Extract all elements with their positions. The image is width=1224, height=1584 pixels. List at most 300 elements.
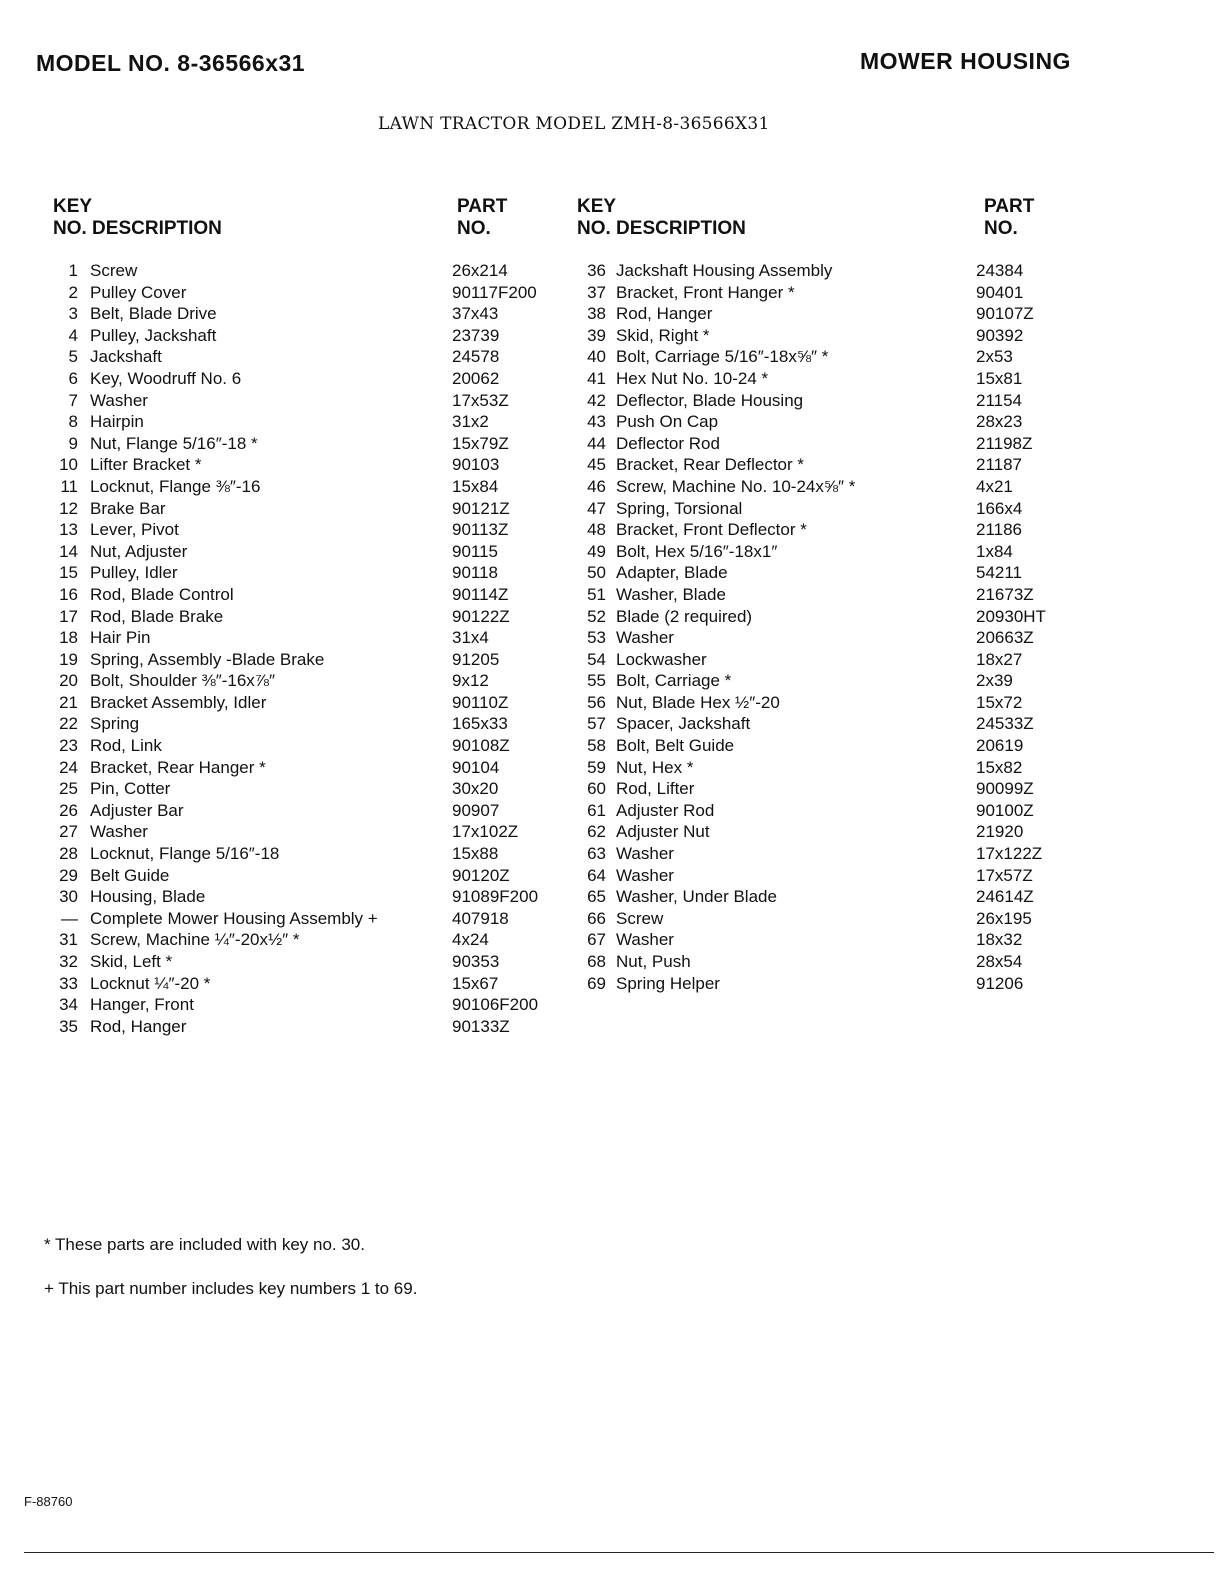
key-number: 59 xyxy=(587,757,606,777)
part-row xyxy=(578,346,1138,368)
part-number: 90108Z xyxy=(452,736,510,756)
part-number: 17x57Z xyxy=(976,865,1033,885)
part-number: 18x32 xyxy=(976,930,1023,950)
part-number: 90104 xyxy=(452,757,500,777)
key-number: 27 xyxy=(59,822,78,842)
part-description: Washer xyxy=(616,628,674,648)
part-number: 91206 xyxy=(976,973,1024,993)
part-number: 21673Z xyxy=(976,584,1034,604)
part-description: Screw xyxy=(90,261,138,280)
part-description: Hair Pin xyxy=(90,628,151,648)
parts-list-right xyxy=(578,260,1138,994)
part-row xyxy=(578,908,1138,930)
part-description: Pin, Cotter xyxy=(90,779,171,799)
part-number: 2x53 xyxy=(976,347,1013,367)
key-number: 15 xyxy=(59,563,78,583)
part-row xyxy=(578,260,1138,282)
part-number: 28x23 xyxy=(976,412,1023,432)
key-number: 61 xyxy=(587,800,606,820)
part-row xyxy=(0,735,600,757)
key-number: 67 xyxy=(587,930,606,950)
part-row xyxy=(578,627,1138,649)
part-description: Lever, Pivot xyxy=(90,520,179,540)
part-row xyxy=(0,498,600,520)
part-row xyxy=(578,649,1138,671)
key-number: 54 xyxy=(587,649,606,669)
part-number: 407918 xyxy=(452,908,509,928)
part-number: 90907 xyxy=(452,800,500,820)
key-number: 17 xyxy=(59,606,78,626)
part-number: 31x4 xyxy=(452,628,489,648)
part-row xyxy=(0,886,600,908)
key-number: 47 xyxy=(587,498,606,518)
part-row xyxy=(578,433,1138,455)
part-number: 15x79Z xyxy=(452,433,509,453)
part-row xyxy=(578,606,1138,628)
part-row xyxy=(0,973,600,995)
part-description: Belt, Blade Drive xyxy=(90,304,217,324)
key-number: 21 xyxy=(59,692,78,712)
part-number: 15x67 xyxy=(452,973,499,993)
part-row xyxy=(578,973,1138,995)
part-number: 166x4 xyxy=(976,498,1023,518)
form-number: F-88760 xyxy=(24,1494,73,1509)
part-number: 90113Z xyxy=(452,520,509,540)
part-number: 21187 xyxy=(976,455,1023,475)
part-row xyxy=(0,282,600,304)
part-number: 18x27 xyxy=(976,649,1023,669)
part-row xyxy=(0,929,600,951)
part-description: Adapter, Blade xyxy=(616,563,728,583)
part-header-line1: PART xyxy=(984,196,1035,217)
key-number: 39 xyxy=(587,325,606,345)
key-number: 40 xyxy=(587,347,606,367)
part-description: Locknut, Flange 5/16″-18 xyxy=(90,844,280,864)
key-number: 49 xyxy=(587,541,606,561)
part-row xyxy=(0,1016,600,1038)
part-row xyxy=(0,778,600,800)
part-header-line2: NO. xyxy=(984,218,1018,239)
part-number: 90103 xyxy=(452,455,500,475)
part-description: Complete Mower Housing Assembly + xyxy=(90,908,378,928)
part-row xyxy=(578,476,1138,498)
part-description: Washer xyxy=(90,822,148,842)
key-number: 34 xyxy=(59,995,78,1015)
key-number: 51 xyxy=(587,584,606,604)
key-number: 3 xyxy=(68,304,78,324)
part-description: Bolt, Hex 5/16″-18x1″ xyxy=(616,541,778,561)
part-number: 37x43 xyxy=(452,304,499,324)
key-number: 37 xyxy=(587,282,606,302)
document-subtitle: LAWN TRACTOR MODEL ZMH-8-36566X31 xyxy=(378,114,770,134)
key-number: 52 xyxy=(587,606,606,626)
part-description: Bracket Assembly, Idler xyxy=(90,692,267,712)
key-number: 35 xyxy=(59,1016,78,1036)
part-description: Locknut ¼″-20 * xyxy=(90,973,211,993)
part-number: 26x195 xyxy=(976,908,1032,928)
part-number: 24384 xyxy=(976,261,1024,280)
part-description: Bolt, Carriage * xyxy=(616,671,732,691)
part-description: Locknut, Flange ⅜″-16 xyxy=(90,476,261,496)
key-header-line1: KEY xyxy=(53,196,93,217)
part-number: 31x2 xyxy=(452,412,489,432)
part-description: Nut, Adjuster xyxy=(90,541,188,561)
part-row xyxy=(578,562,1138,584)
part-row xyxy=(578,282,1138,304)
key-number: 38 xyxy=(587,304,606,324)
part-number: 15x82 xyxy=(976,757,1023,777)
part-row xyxy=(0,303,600,325)
part-description: Key, Woodruff No. 6 xyxy=(90,368,242,388)
part-description: Lockwasher xyxy=(616,649,707,669)
key-number: 60 xyxy=(587,779,606,799)
part-row xyxy=(578,541,1138,563)
part-description: Washer xyxy=(90,390,148,410)
part-description: Washer, Blade xyxy=(616,584,726,604)
key-number: 62 xyxy=(587,822,606,842)
section-title: MOWER HOUSING xyxy=(860,48,1071,74)
part-number: 30x20 xyxy=(452,779,499,799)
key-number: 9 xyxy=(68,433,78,453)
parts-list-left xyxy=(0,260,600,1037)
part-number: 20663Z xyxy=(976,628,1034,648)
key-number: 29 xyxy=(59,865,78,885)
part-description: Skid, Right * xyxy=(616,325,710,345)
key-number: 55 xyxy=(587,671,606,691)
key-number: 44 xyxy=(587,433,606,453)
part-row xyxy=(0,821,600,843)
part-description: Bolt, Belt Guide xyxy=(616,736,735,756)
part-description: Washer, Under Blade xyxy=(616,887,777,907)
part-number: 15x72 xyxy=(976,692,1023,712)
part-number: 24614Z xyxy=(976,887,1034,907)
part-description: Housing, Blade xyxy=(90,887,206,907)
part-row xyxy=(578,800,1138,822)
part-description: Pulley, Jackshaft xyxy=(90,325,217,345)
right-part-number-header xyxy=(984,196,1034,240)
key-number: 1 xyxy=(68,261,78,280)
part-row xyxy=(578,692,1138,714)
part-description: Adjuster Bar xyxy=(90,800,184,820)
part-row xyxy=(578,411,1138,433)
part-description: Adjuster Nut xyxy=(616,822,710,842)
key-number: 12 xyxy=(59,498,78,518)
part-number: 21198Z xyxy=(976,433,1033,453)
part-description: Brake Bar xyxy=(90,498,166,518)
part-description: Nut, Blade Hex ½″-20 xyxy=(616,692,780,712)
key-number: 63 xyxy=(587,844,606,864)
key-number: 65 xyxy=(587,887,606,907)
part-row xyxy=(578,670,1138,692)
key-number: 20 xyxy=(59,671,78,691)
key-number: 36 xyxy=(587,261,606,280)
part-description: Bracket, Front Deflector * xyxy=(616,520,807,540)
key-number: 8 xyxy=(68,412,78,432)
part-row xyxy=(578,713,1138,735)
part-row xyxy=(0,865,600,887)
key-header-line2: NO. DESCRIPTION xyxy=(577,218,746,239)
key-number: 6 xyxy=(68,368,78,388)
part-description: Hanger, Front xyxy=(90,995,194,1015)
part-number: 4x24 xyxy=(452,930,489,950)
key-number: 19 xyxy=(59,649,78,669)
part-number: 9x12 xyxy=(452,671,489,691)
part-number: 28x54 xyxy=(976,952,1023,971)
key-number: 66 xyxy=(587,908,606,928)
bottom-rule xyxy=(24,1552,1214,1553)
key-number: 11 xyxy=(60,476,78,496)
part-number: 90117F200 xyxy=(452,282,537,302)
part-number: 90121Z xyxy=(452,498,510,518)
key-number: 25 xyxy=(59,779,78,799)
part-description: Blade (2 required) xyxy=(616,606,753,626)
part-number: 90115 xyxy=(452,541,499,561)
part-description: Hex Nut No. 10-24 * xyxy=(616,368,769,388)
part-number: 90401 xyxy=(976,282,1024,302)
key-number: 14 xyxy=(59,541,78,561)
key-number: 42 xyxy=(587,390,606,410)
part-description: Washer xyxy=(616,865,674,885)
part-description: Pulley Cover xyxy=(90,282,187,302)
key-number: — xyxy=(61,908,78,928)
footnote-plus: + This part number includes key numbers 1 to 69. xyxy=(44,1279,418,1298)
part-row xyxy=(578,778,1138,800)
part-description: Spring, Assembly -Blade Brake xyxy=(90,649,325,669)
part-row xyxy=(0,454,600,476)
part-number: 17x53Z xyxy=(452,390,509,410)
part-number: 15x88 xyxy=(452,844,499,864)
part-row xyxy=(0,368,600,390)
part-number: 90392 xyxy=(976,325,1024,345)
key-header-line2: NO. DESCRIPTION xyxy=(53,218,222,239)
part-description: Rod, Blade Brake xyxy=(90,606,224,626)
part-description: Bracket, Rear Hanger * xyxy=(90,757,266,777)
part-number: 90120Z xyxy=(452,865,510,885)
part-number: 20062 xyxy=(452,368,500,388)
part-number: 21920 xyxy=(976,822,1024,842)
part-description: Screw xyxy=(616,908,664,928)
key-number: 64 xyxy=(587,865,606,885)
key-number: 30 xyxy=(59,887,78,907)
key-number: 43 xyxy=(587,412,606,432)
part-description: Rod, Hanger xyxy=(616,304,713,324)
part-number: 90118 xyxy=(452,563,499,583)
part-row xyxy=(0,908,600,930)
part-description: Pulley, Idler xyxy=(90,563,178,583)
part-description: Screw, Machine No. 10-24x⅝″ * xyxy=(616,476,856,496)
part-row xyxy=(578,843,1138,865)
part-description: Rod, Hanger xyxy=(90,1016,187,1036)
part-row xyxy=(0,260,600,282)
part-number: 24578 xyxy=(452,347,500,367)
part-description: Push On Cap xyxy=(616,412,719,432)
part-row xyxy=(0,390,600,412)
part-number: 26x214 xyxy=(452,261,508,280)
key-number: 10 xyxy=(59,455,78,475)
key-number: 33 xyxy=(59,973,78,993)
key-number: 31 xyxy=(59,930,78,950)
part-row xyxy=(0,433,600,455)
part-description: Rod, Blade Control xyxy=(90,584,234,604)
part-header-line2: NO. xyxy=(457,218,491,239)
part-description: Jackshaft xyxy=(90,347,162,367)
part-number: 4x21 xyxy=(976,476,1013,496)
part-number: 90107Z xyxy=(976,304,1034,324)
part-row xyxy=(0,670,600,692)
key-number: 23 xyxy=(59,736,78,756)
part-description: Spring xyxy=(90,714,140,734)
part-description: Bracket, Rear Deflector * xyxy=(616,455,805,475)
part-row xyxy=(0,411,600,433)
part-row xyxy=(578,929,1138,951)
right-key-description-header xyxy=(577,196,746,240)
part-row xyxy=(0,757,600,779)
part-row xyxy=(0,606,600,628)
part-number: 91089F200 xyxy=(452,887,539,907)
part-row xyxy=(578,821,1138,843)
part-row xyxy=(578,390,1138,412)
part-row xyxy=(578,519,1138,541)
part-number: 17x102Z xyxy=(452,822,519,842)
part-description: Hairpin xyxy=(90,412,144,432)
part-number: 21154 xyxy=(976,390,1023,410)
key-number: 41 xyxy=(587,368,606,388)
part-number: 15x84 xyxy=(452,476,499,496)
part-number: 23739 xyxy=(452,325,500,345)
part-row xyxy=(0,994,600,1016)
part-description: Screw, Machine ¼″-20x½″ * xyxy=(90,930,300,950)
part-description: Spring Helper xyxy=(616,973,720,993)
part-row xyxy=(0,541,600,563)
part-description: Rod, Lifter xyxy=(616,779,695,799)
key-number: 26 xyxy=(59,800,78,820)
part-description: Skid, Left * xyxy=(90,952,173,971)
part-row xyxy=(578,886,1138,908)
part-header-line1: PART xyxy=(457,196,508,217)
key-number: 46 xyxy=(587,476,606,496)
key-number: 7 xyxy=(68,390,78,410)
part-number: 54211 xyxy=(976,563,1023,583)
part-row xyxy=(0,800,600,822)
key-number: 13 xyxy=(59,520,78,540)
part-row xyxy=(578,498,1138,520)
part-row xyxy=(0,346,600,368)
key-number: 50 xyxy=(587,563,606,583)
part-number: 90353 xyxy=(452,952,500,971)
part-number: 90106F200 xyxy=(452,995,539,1015)
part-description: Nut, Flange 5/16″-18 * xyxy=(90,433,258,453)
part-description: Belt Guide xyxy=(90,865,170,885)
part-description: Deflector, Blade Housing xyxy=(616,390,804,410)
part-row xyxy=(0,476,600,498)
part-number: 21186 xyxy=(976,520,1023,540)
key-number: 24 xyxy=(59,757,78,777)
part-description: Bracket, Front Hanger * xyxy=(616,282,795,302)
part-row xyxy=(0,713,600,735)
key-number: 5 xyxy=(68,347,78,367)
part-number: 1x84 xyxy=(976,541,1013,561)
part-row xyxy=(0,584,600,606)
key-number: 68 xyxy=(587,952,606,971)
part-number: 90100Z xyxy=(976,800,1034,820)
key-number: 2 xyxy=(68,282,78,302)
key-number: 16 xyxy=(59,584,78,604)
part-description: Deflector Rod xyxy=(616,433,720,453)
part-description: Jackshaft Housing Assembly xyxy=(616,261,833,280)
key-number: 18 xyxy=(59,628,78,648)
part-row xyxy=(578,865,1138,887)
left-part-number-header xyxy=(457,196,507,240)
part-number: 2x39 xyxy=(976,671,1013,691)
part-description: Washer xyxy=(616,930,674,950)
part-number: 90122Z xyxy=(452,606,510,626)
part-description: Nut, Push xyxy=(616,952,691,971)
key-number: 22 xyxy=(59,714,78,734)
part-number: 90099Z xyxy=(976,779,1034,799)
part-row xyxy=(578,368,1138,390)
part-row xyxy=(0,627,600,649)
part-number: 24533Z xyxy=(976,714,1034,734)
part-number: 15x81 xyxy=(976,368,1023,388)
part-number: 20619 xyxy=(976,736,1024,756)
part-number: 90110Z xyxy=(452,692,509,712)
left-key-description-header xyxy=(53,196,222,240)
part-number: 91205 xyxy=(452,649,500,669)
key-header-line1: KEY xyxy=(577,196,617,217)
key-number: 69 xyxy=(587,973,606,993)
part-row xyxy=(578,454,1138,476)
key-number: 32 xyxy=(59,952,78,971)
part-description: Bolt, Carriage 5/16″-18x⅝″ * xyxy=(616,347,829,367)
part-row xyxy=(578,303,1138,325)
part-row xyxy=(0,562,600,584)
part-description: Adjuster Rod xyxy=(616,800,715,820)
part-number: 90133Z xyxy=(452,1016,510,1036)
part-number: 17x122Z xyxy=(976,844,1043,864)
part-row xyxy=(578,951,1138,973)
part-row xyxy=(578,735,1138,757)
key-number: 58 xyxy=(587,736,606,756)
part-description: Lifter Bracket * xyxy=(90,455,202,475)
key-number: 4 xyxy=(68,325,78,345)
key-number: 57 xyxy=(587,714,606,734)
part-row xyxy=(0,325,600,347)
key-number: 53 xyxy=(587,628,606,648)
part-row xyxy=(0,951,600,973)
key-number: 56 xyxy=(587,692,606,712)
part-number: 165x33 xyxy=(452,714,508,734)
model-number: MODEL NO. 8-36566x31 xyxy=(36,50,306,76)
part-description: Spacer, Jackshaft xyxy=(616,714,751,734)
part-row xyxy=(0,692,600,714)
part-description: Bolt, Shoulder ⅜″-16x⅞″ xyxy=(90,671,275,691)
part-description: Spring, Torsional xyxy=(616,498,743,518)
part-description: Washer xyxy=(616,844,674,864)
key-number: 45 xyxy=(587,455,606,475)
part-description: Rod, Link xyxy=(90,736,162,756)
footnote-asterisk: * These parts are included with key no. 30. xyxy=(44,1235,365,1254)
part-description: Nut, Hex * xyxy=(616,757,694,777)
part-row xyxy=(578,757,1138,779)
part-row xyxy=(0,843,600,865)
part-row xyxy=(578,325,1138,347)
part-row xyxy=(0,519,600,541)
key-number: 48 xyxy=(587,520,606,540)
part-number: 90114Z xyxy=(452,584,509,604)
part-row xyxy=(0,649,600,671)
part-number: 20930HT xyxy=(976,606,1046,626)
key-number: 28 xyxy=(59,844,78,864)
